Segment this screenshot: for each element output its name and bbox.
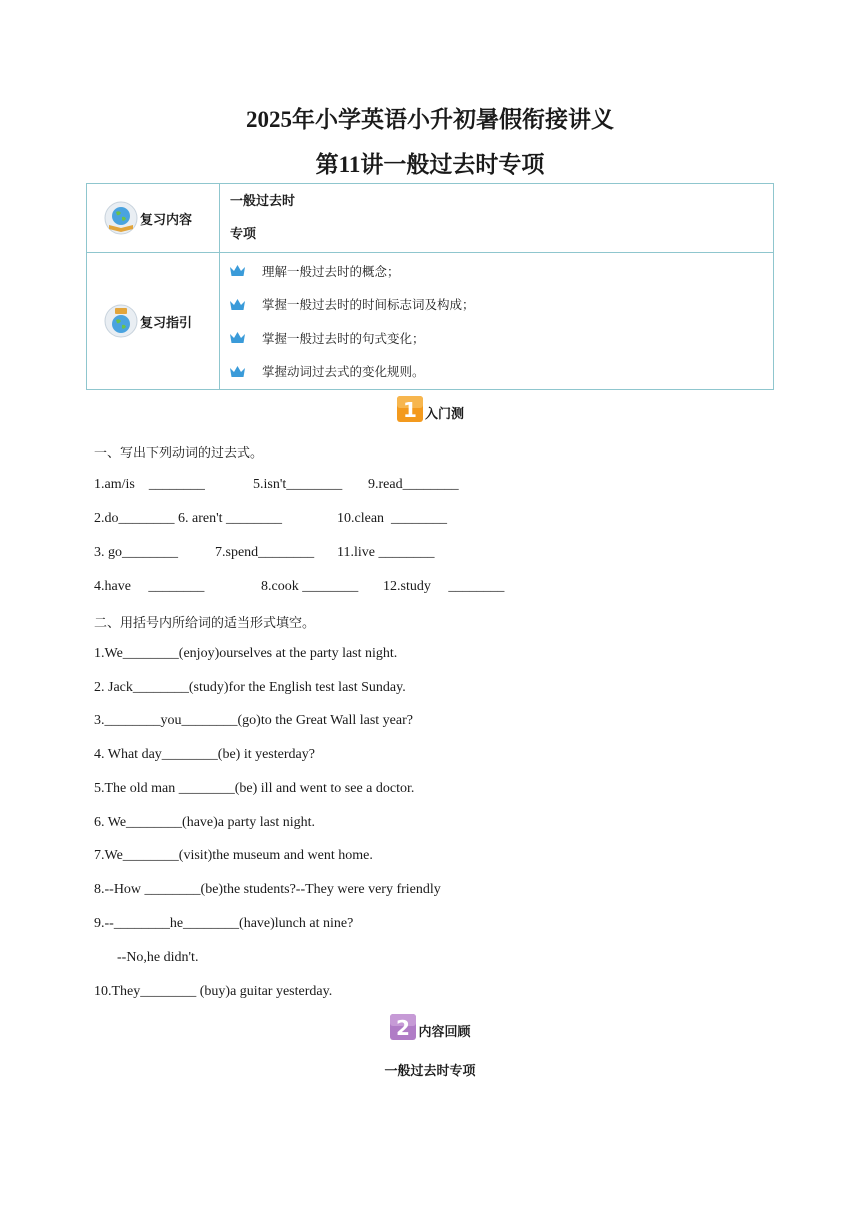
number-1-badge-icon	[396, 395, 424, 423]
svg-text:1: 1	[403, 398, 417, 422]
verb-item: 4.have ________	[94, 579, 205, 594]
fill-item: 6. We________(have)a party last night.	[94, 815, 316, 830]
lesson-subtitle: 第11讲一般过去时专项	[315, 152, 545, 177]
fill-item: 9.--________he________(have)lunch at nine?	[94, 916, 354, 931]
verb-item: 3. go________	[94, 545, 178, 560]
verb-item: 11.live ________	[337, 545, 435, 560]
fill-item: 5.The old man ________(be) ill and went to see a doctor.	[94, 781, 415, 796]
fill-item: 10.They________ (buy)a guitar yesterday.	[94, 984, 333, 999]
verb-item: 8.cook ________	[261, 579, 359, 594]
crown-icon	[229, 264, 246, 277]
document-title: 2025年小学英语小升初暑假衔接讲义	[246, 107, 614, 132]
number-2-badge-icon	[389, 1013, 417, 1041]
guide-item: 掌握动词过去式的变化规则。	[221, 355, 772, 389]
review-table	[86, 183, 774, 390]
review-content-label: 复习内容	[140, 212, 193, 228]
section-2-header	[0, 1013, 860, 1041]
review-guide-row	[87, 253, 774, 390]
section-1-label: 入门测	[424, 407, 464, 422]
fill-item: 4. What day________(be) it yesterday?	[94, 747, 315, 762]
fill-item: 1.We________(enjoy)ourselves at the party last night.	[94, 646, 398, 661]
crown-icon	[229, 365, 246, 378]
part2-heading: 二、用括号内所给词的适当形式填空。	[94, 616, 316, 631]
verb-item: 2.do________ 6. aren't ________	[94, 511, 283, 526]
fill-item: 3.________you________(go)to the Great Wall last year?	[94, 713, 413, 728]
guide-item: 掌握一般过去时的时间标志词及构成；	[221, 288, 772, 322]
fill-item: 7.We________(visit)the museum and went home.	[94, 848, 373, 863]
review-guide-label: 复习指引	[140, 315, 193, 331]
verb-item: 1.am/is ________	[94, 477, 205, 492]
verb-item: 7.spend________	[215, 545, 315, 560]
fill-item: 8.--How ________(be)the students?--They were very friendly	[94, 882, 441, 897]
part1-heading: 一、写出下列动词的过去式。	[94, 446, 264, 461]
globe-signpost-icon	[104, 304, 138, 338]
section-2-label: 内容回顾	[418, 1025, 471, 1040]
crown-icon	[229, 331, 246, 344]
globe-book-icon	[104, 201, 138, 235]
review-content-row	[87, 184, 774, 253]
verb-item: 9.read________	[368, 477, 459, 492]
review-content-line: 专项	[230, 227, 257, 242]
guide-item: 理解一般过去时的概念；	[221, 254, 772, 288]
verb-item: 10.clean ________	[337, 511, 448, 526]
fill-item-answer: --No,he didn't.	[117, 950, 199, 965]
section-2-subheading: 一般过去时专项	[384, 1064, 476, 1079]
crown-icon	[229, 298, 246, 311]
fill-item: 2. Jack________(study)for the English test last Sunday.	[94, 680, 406, 695]
guide-item: 掌握一般过去时的句式变化；	[221, 321, 772, 355]
svg-text:2: 2	[396, 1016, 411, 1040]
verb-item: 5.isn't________	[253, 477, 343, 492]
section-1-header	[0, 395, 860, 423]
verb-item: 12.study ________	[383, 579, 505, 594]
review-content-line: 一般过去时	[230, 194, 296, 209]
